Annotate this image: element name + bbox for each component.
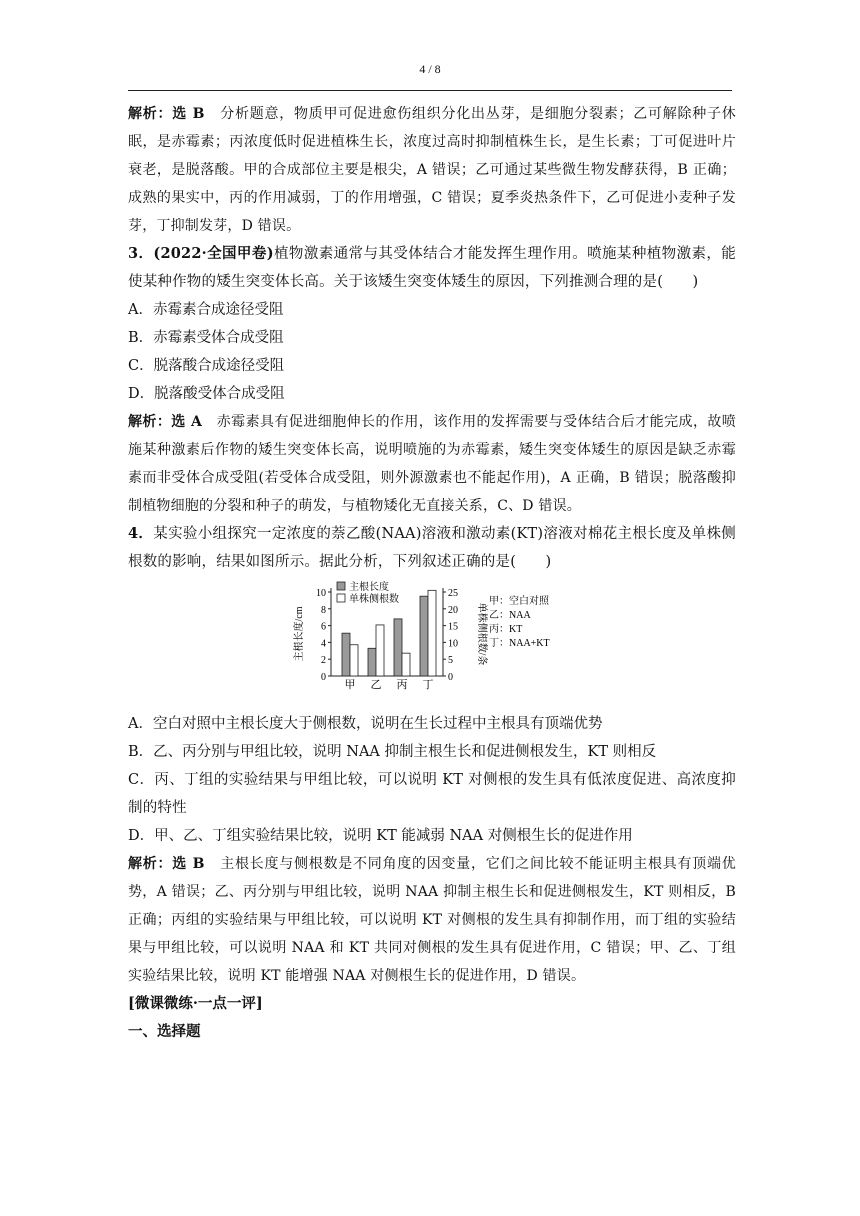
q3-analysis-text: 赤霉素具有促进细胞伸长的作用，该作用的发挥需要与受体结合后才能完成，故喷施某种激素后作物的矮生突变体长高，说明喷施的为赤霉素，矮生突变体矮生的原因是缺乏赤霉素而非受体合成受阻(若受体合成受阻，则外源激素也不能起作用)，A 正确，B 错误；脱落酸抑制植物细胞的分裂和种子的萌发，与植物矮化无直接关系，C、D 错误。 bbox=[128, 414, 737, 514]
bar-main-root bbox=[420, 596, 428, 676]
y-tick-label-left: 8 bbox=[321, 604, 326, 616]
question-4 bbox=[128, 520, 736, 576]
q4-analysis bbox=[128, 850, 736, 990]
y-tick-label-right: 5 bbox=[448, 655, 453, 667]
bar-main-root bbox=[342, 633, 350, 676]
page-content bbox=[128, 100, 736, 1046]
y-tick-label-left: 6 bbox=[321, 621, 326, 633]
bar-lateral-root bbox=[428, 590, 436, 676]
q3-analysis-lead: 解析：选 A bbox=[128, 414, 203, 430]
bar-lateral-root bbox=[376, 625, 384, 676]
x-tick-label: 甲 bbox=[344, 679, 356, 691]
q4-option-b: B．乙、丙分别与甲组比较，说明 NAA 抑制主根生长和促进侧根发生，KT 则相反 bbox=[128, 744, 657, 760]
group-legend-item: 丙：KT bbox=[489, 624, 523, 635]
q3-option-b: B．赤霉素受体合成受阻 bbox=[128, 330, 284, 346]
header-rule bbox=[128, 90, 732, 91]
y-tick-label-right: 20 bbox=[448, 604, 458, 616]
section-tag: [微课微练·一点一评] bbox=[128, 995, 263, 1012]
analysis-lead: 解析：选 B bbox=[128, 106, 205, 122]
q3-analysis bbox=[128, 408, 736, 520]
analysis-prev bbox=[128, 100, 736, 240]
analysis-text: 分析题意，物质甲可促进愈伤组织分化出丛芽，是细胞分裂素；乙可解除种子休眠，是赤霉素；丙浓度低时促进植株生长，浓度过高时抑制植株生长，是生长素；丁可促进叶片衰老，是脱落酸。甲的合成部位主要是根尖，A 错误；乙可通过某些微生物发酵获得，B 正确；成熟的果实中，丙的作用减弱，丁的作用增强，C 错误；夏季炎热条件下，乙可促进小麦种子发芽，丁抑制发芽，D 错误。 bbox=[128, 106, 736, 234]
bar-chart bbox=[293, 580, 583, 702]
legend-label: 单株侧根数 bbox=[349, 594, 399, 605]
q3-source: (2022·全国甲卷) bbox=[153, 245, 274, 262]
q4-number: 4． bbox=[128, 525, 154, 542]
x-tick-label: 丁 bbox=[422, 679, 434, 691]
x-tick-label: 乙 bbox=[370, 679, 382, 691]
q4-option-d: D．甲、乙、丁组实验结果比较，说明 KT 能减弱 NAA 对侧根生长的促进作用 bbox=[128, 828, 633, 844]
y-tick-label-left: 10 bbox=[316, 588, 326, 599]
question-3 bbox=[128, 240, 736, 296]
y-tick-label-right: 25 bbox=[448, 588, 458, 599]
y-tick-label-left: 2 bbox=[321, 655, 326, 667]
bar-main-root bbox=[368, 648, 376, 676]
bar-lateral-root bbox=[402, 653, 410, 676]
y-axis-label-left: 主根长度/cm bbox=[294, 606, 305, 662]
legend-swatch bbox=[337, 594, 345, 602]
x-tick-label: 丙 bbox=[396, 679, 408, 691]
bar-main-root bbox=[394, 619, 402, 676]
y-tick-label-right: 0 bbox=[448, 672, 453, 683]
legend-label: 主根长度 bbox=[349, 582, 389, 593]
y-tick-label-left: 4 bbox=[321, 638, 326, 650]
legend-swatch bbox=[337, 582, 345, 590]
bar-lateral-root bbox=[350, 645, 358, 676]
chart-figure bbox=[128, 580, 736, 702]
q3-option-a: A．赤霉素合成途径受阻 bbox=[128, 302, 284, 318]
q3-option-d: D．脱落酸受体合成受阻 bbox=[128, 386, 285, 402]
group-legend-item: 甲：空白对照 bbox=[489, 596, 549, 607]
section-heading: 一、选择题 bbox=[128, 1023, 201, 1040]
group-legend-item: 丁：NAA+KT bbox=[489, 638, 550, 649]
group-legend-item: 乙：NAA bbox=[489, 610, 531, 621]
q3-stem: 植物激素通常与其受体结合才能发挥生理作用。喷施某种植物激素，能使某种作物的矮生突变体长高。关于该矮生突变体矮生的原因，下列推测合理的是( ) bbox=[128, 246, 736, 290]
y-tick-label-right: 10 bbox=[448, 638, 458, 650]
q4-analysis-lead: 解析：选 B bbox=[128, 856, 205, 872]
y-axis-label-right: 单株侧根数/条 bbox=[476, 602, 487, 666]
q4-stem: 某实验小组探究一定浓度的萘乙酸(NAA)溶液和激动素(KT)溶液对棉花主根长度及单株侧根数的影响，结果如图所示。据此分析，下列叙述正确的是( ) bbox=[128, 526, 736, 570]
q4-option-c: C．丙、丁组的实验结果与甲组比较，可以说明 KT 对侧根的发生具有低浓度促进、高浓度抑制的特性 bbox=[128, 772, 736, 816]
q3-option-c: C．脱落酸合成途径受阻 bbox=[128, 358, 285, 374]
page-number: 4 / 8 bbox=[419, 62, 441, 76]
q4-option-a: A．空白对照中主根长度大于侧根数，说明在生长过程中主根具有顶端优势 bbox=[128, 716, 603, 732]
q3-number: 3． bbox=[128, 245, 154, 262]
q4-analysis-text: 主根长度与侧根数是不同角度的因变量，它们之间比较不能证明主根具有顶端优势，A 错误；乙、丙分别与甲组比较，说明 NAA 抑制主根生长和促进侧根发生，KT 则相反，B 正确；丙组的实验结果与甲组比较，可以说明 KT 对侧根的发生具有抑制作用，而丁组的实验结果与甲组比较，可以说明 NAA 和 KT 共同对侧根的发生具有促进作用，C 错误；甲、乙、丁组实验结果比较，说明 KT 能增强 NAA 对侧根生长的促进作用，D 错误。 bbox=[128, 856, 736, 984]
y-tick-label-right: 15 bbox=[448, 621, 458, 633]
y-tick-label-left: 0 bbox=[321, 672, 326, 683]
